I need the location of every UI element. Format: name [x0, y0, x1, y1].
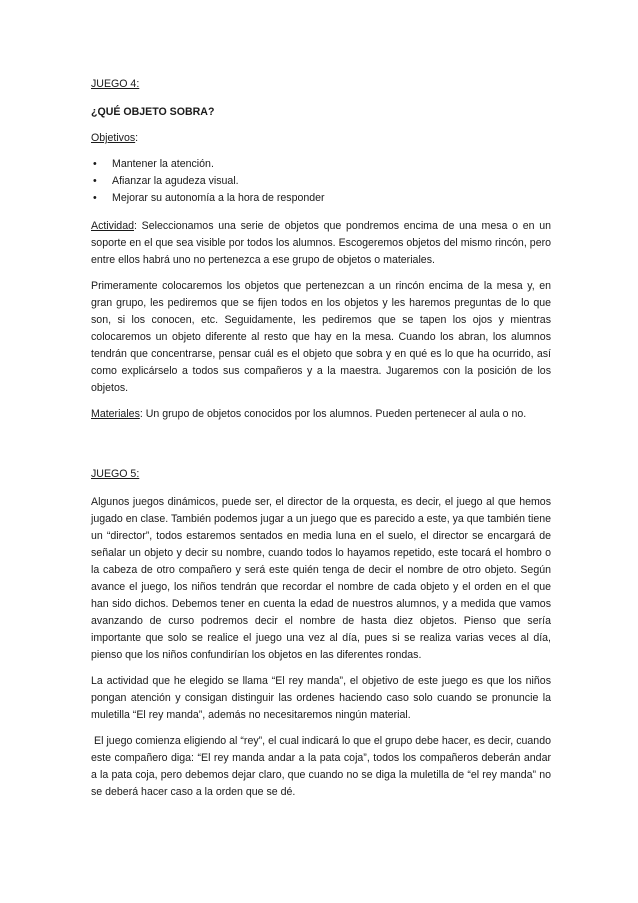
objetivos-list: [91, 156, 551, 207]
list-item: • Mantener la atención.: [91, 156, 551, 173]
document-page: [91, 76, 554, 801]
juego5-heading: JUEGO 5:: [91, 468, 140, 480]
juego4-paragraph: Primeramente colocaremos los objetos que pertenezcan a un rincón encima de la mesa y, en gran grupo, les pediremos que se fijen todos en los objetos y les haremos preguntas de lo que son, si los conocen, etc. Seguidamente, les pediremos que se tapen los ojos y mientras colocaremos un objeto diferente al resto que hay en la mesa. Cuando los abran, los alumnos tendrán que concentrarse, pensar cuál es el objeto que sobra y en qué es lo que ha ocurrido, así como explicárselo a todos sus compañeros y a la maestra. Jugaremos con la posición de los objetos.: [91, 280, 551, 394]
juego5-paragraph-1: Algunos juegos dinámicos, puede ser, el director de la orquesta, es decir, el juego al que hemos jugado en clase. También podemos jugar a un juego que es parecido a este, ya que también tiene un “director”, todos estaremos sentados en media luna en el suelo, el director se encargará de señalar un objeto y decir su nombre, cuando todos lo hayamos repetido, este tocará el hombro o la cabeza de otro compañero y será este quién tenga de decir el nombre de otro objeto. Según avance el juego, los niños tendrán que recordar el nombre de cada objeto y el orden en el que han sido dichos. Debemos tener en cuenta la edad de nuestros alumnos, y a medida que vamos avanzando de curso podremos decir el nombre de hasta diez objetos. Pienso que sería importante que solo se realice el juego una vez al día, pues si se realiza varias veces al día, pienso que los niños confundirían los objetos en las diferentes rondas.: [91, 496, 551, 661]
list-item: • Mejorar su autonomía a la hora de responder: [91, 190, 551, 207]
juego5-paragraph-3: El juego comienza eligiendo al “rey”, el cual indicará lo que el grupo debe hacer, es decir, cuando este compañero diga: “El rey manda andar a la pata coja”, todos los compañeros deberán andar a la pata coja, pero debemos dejar claro, que cuando no se diga la muletilla de “el rey manda” no se deberá hacer caso a la orden que se dé.: [91, 735, 554, 798]
juego4-title: ¿QUÉ OBJETO SOBRA?: [91, 106, 215, 118]
juego5-paragraph-2: La actividad que he elegido se llama “El rey manda”, el objetivo de este juego es que los niños pongan atención y consigan distinguir las ordenes haciendo caso solo cuando se pronuncie la muletilla “El rey manda”, además no necesitaremos ningún material.: [91, 675, 551, 721]
materiales-paragraph: [91, 406, 551, 423]
list-item: • Afianzar la agudeza visual.: [91, 173, 551, 190]
materiales-text: : Un grupo de objetos conocidos por los alumnos. Pueden pertenecer al aula o no.: [139, 408, 527, 420]
juego4-heading: JUEGO 4:: [91, 78, 140, 90]
actividad-text: : Seleccionamos una serie de objetos que pondremos encima de una mesa o en un soporte en el que sea visible por todos los alumnos. Escogeremos objetos del mismo rincón, pero entre ellos habrá uno no pertenezca a ese grupo de objetos o materiales.: [91, 220, 551, 266]
objetivos-label: Objetivos: [91, 132, 136, 144]
actividad-label: Actividad: [91, 220, 134, 232]
materiales-label: Materiales: [91, 408, 140, 420]
actividad-paragraph: [91, 218, 551, 269]
objetivos-line: [91, 130, 551, 147]
objetivos-colon: :: [135, 132, 139, 144]
